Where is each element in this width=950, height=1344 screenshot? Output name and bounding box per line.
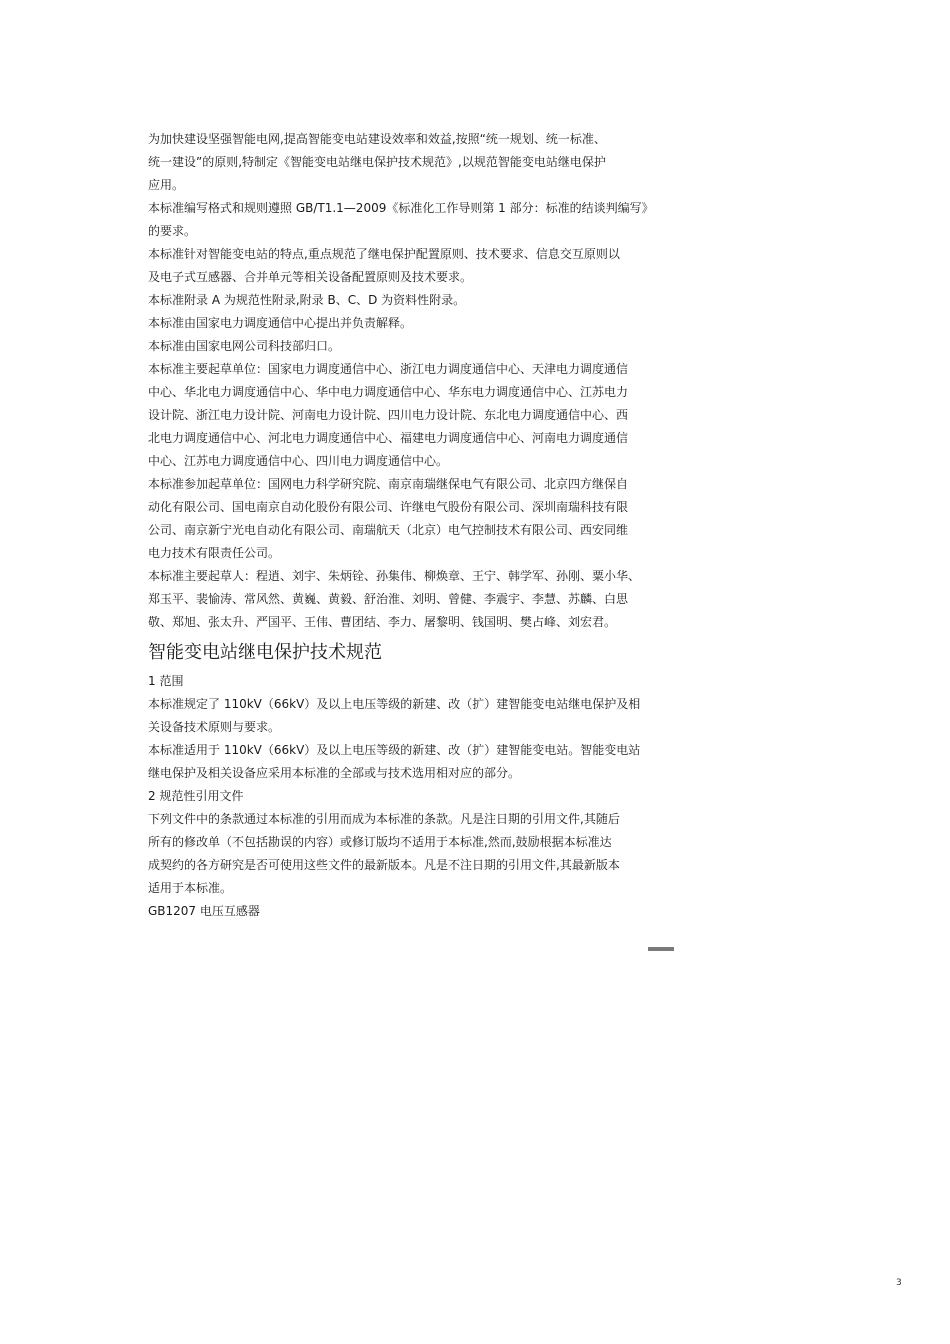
preface-line: 本标准由国家电力调度通信中心提出并负责解释。 [148, 316, 413, 330]
preface-line: 统一建设”的原则,特制定《智能变电站继电保护技术规范》,以规范智能变电站继电保护 [148, 155, 606, 169]
reference-item: GB1207 电压互感器 [148, 904, 260, 918]
preface-line: 应用。 [148, 178, 185, 192]
preface-line: 本标准由国家电网公司科技部归口。 [148, 339, 341, 353]
body-line: 适用于本标准。 [148, 881, 233, 895]
body-line: 下列文件中的条款通过本标准的引用而成为本标准的条款。凡是注日期的引用文件,其随后 [148, 812, 620, 826]
preface-line: 动化有限公司、国电南京自动化股份有限公司、许继电气股份有限公司、深圳南瑞科技有限 [148, 500, 629, 514]
preface-line: 本标准针对智能变电站的特点,重点规范了继电保护配置原则、技术要求、信息交互原则以 [148, 247, 620, 261]
preface-line: 设计院、浙江电力设计院、河南电力设计院、四川电力设计院、东北电力调度通信中心、西 [148, 408, 629, 422]
preface-line: 电力技术有限责任公司。 [148, 546, 281, 560]
preface-line: 公司、南京新宁光电自动化有限公司、南瑞航天（北京）电气控制技术有限公司、西安同维 [148, 523, 629, 537]
page-divider [648, 947, 674, 951]
section-heading-scope: 1 范围 [148, 674, 184, 688]
body-line: 成契约的各方研究是否可使用这些文件的最新版本。凡是不注日期的引用文件,其最新版本 [148, 858, 620, 872]
section-heading-references: 2 规范性引用文件 [148, 789, 244, 803]
preface-line: 中心、江苏电力调度通信中心、四川电力调度通信中心。 [148, 454, 449, 468]
preface-line: 本标准参加起草单位：国网电力科学研究院、南京南瑞继保电气有限公司、北京四方继保自 [148, 477, 629, 491]
preface-section [148, 128, 654, 634]
preface-line: 敬、郑旭、张太升、严国平、王伟、曹团结、李力、屠黎明、钱国明、樊占峰、刘宏君。 [148, 615, 617, 629]
preface-line: 本标准主要起草单位：国家电力调度通信中心、浙江电力调度通信中心、天津电力调度通信 [148, 362, 629, 376]
preface-line: 及电子式互感器、合并单元等相关设备配置原则及技术要求。 [148, 270, 473, 284]
body-line: 本标准适用于 110kV（66kV）及以上电压等级的新建、改（扩）建智能变电站。智能变电站 [148, 743, 641, 757]
preface-line: 本标准编写格式和规则遵照 GB/T1.1—2009《标准化工作导则第 1 部分：标准的结谈判编写》 [148, 201, 654, 215]
body-line: 所有的修改单（不包括勘误的内容）或修订版均不适用于本标准,然而,鼓励根据本标准达 [148, 835, 612, 849]
document-content [148, 128, 654, 923]
body-line: 关设备技术原则与要求。 [148, 720, 281, 734]
preface-line: 中心、华北电力调度通信中心、华中电力调度通信中心、华东电力调度通信中心、江苏电力 [148, 385, 629, 399]
preface-line: 郑玉平、裴愉涛、常风然、黄巍、黄毅、舒治淮、刘明、曾健、李震宇、李慧、苏麟、白思 [148, 592, 629, 606]
document-title: 智能变电站继电保护技术规范 [148, 642, 382, 663]
body-section [148, 670, 648, 923]
page-number: 3 [896, 1278, 902, 1288]
preface-line: 本标准附录 A 为规范性附录,附录 B、C、D 为资料性附录。 [148, 293, 466, 307]
body-line: 继电保护及相关设备应采用本标准的全部或与技术选用相对应的部分。 [148, 766, 521, 780]
preface-line: 的要求。 [148, 224, 197, 238]
preface-line: 北电力调度通信中心、河北电力调度通信中心、福建电力调度通信中心、河南电力调度通信 [148, 431, 629, 445]
body-line: 本标准规定了 110kV（66kV）及以上电压等级的新建、改（扩）建智能变电站继电保护及相 [148, 697, 641, 711]
preface-line: 本标准主要起草人：程逍、刘宇、朱炳铨、孙集伟、柳焕章、王宁、韩学军、孙刚、粟小华、 [148, 569, 641, 583]
preface-line: 为加快建设坚强智能电网,提高智能变电站建设效率和效益,按照“统一规划、统一标准、 [148, 132, 606, 146]
